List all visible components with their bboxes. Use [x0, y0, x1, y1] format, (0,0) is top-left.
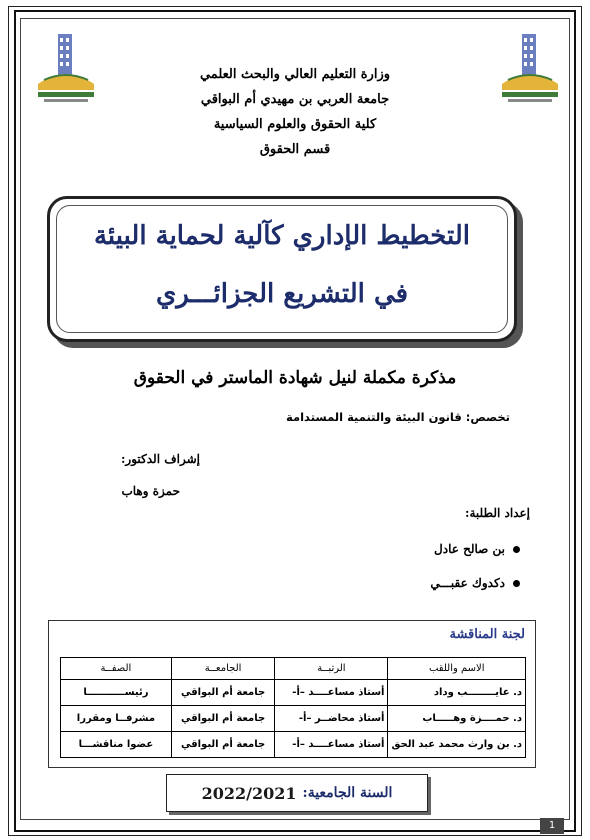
header-university: الجامعــة: [171, 658, 275, 680]
member-university: جامعة أم البواقي: [171, 680, 275, 706]
specialization: تخصص: قانون البيئة والتنمية المستدامة: [286, 410, 510, 424]
student-item: [340, 576, 520, 590]
member-university: جامعة أم البواقي: [171, 706, 275, 732]
thesis-title-line-2: في التشريع الجزائـــري: [155, 279, 409, 309]
bullet-icon: [513, 546, 520, 553]
committee-table: [60, 657, 526, 758]
member-rank: أستاذ مساعــــد –أ-: [275, 680, 388, 706]
academic-year-box: [166, 774, 428, 812]
committee-title: لجنة المناقشة: [449, 627, 525, 642]
header-name: الاسم واللقب: [388, 658, 526, 680]
thesis-title-line-1: التخطيط الإداري كآلية لحماية البيئة: [93, 221, 471, 251]
academic-year-value: 2022/2021: [201, 783, 297, 803]
table-header-row: [61, 658, 526, 680]
thesis-title-box: [47, 196, 517, 342]
page-number: 1: [540, 818, 564, 834]
academic-year-label: السنة الجامعية:: [302, 785, 393, 801]
supervisor-label: إشراف الدكتور:: [120, 452, 200, 466]
ministry-name: وزارة التعليم العالي والبحث العلمي: [199, 67, 391, 82]
institution-header: [150, 62, 440, 162]
department-name: قسم الحقوق: [259, 142, 331, 157]
university-name: جامعة العربي بن مهيدي أم البواقي: [200, 92, 390, 107]
student-name: دكدوك عقبـــي: [430, 576, 505, 590]
student-item: [340, 542, 520, 556]
table-row: [61, 732, 526, 758]
member-role: رئيســـــــــــا: [61, 680, 172, 706]
member-name: د. حمــــزة وهـــــاب: [388, 706, 526, 732]
table-row: [61, 680, 526, 706]
university-logo-left: [30, 28, 102, 108]
member-role: مشرفــا ومقررا: [61, 706, 172, 732]
header-rank: الرتبــة: [275, 658, 388, 680]
committee-section: [48, 620, 536, 768]
member-name: د. عايــــــــب وداد: [388, 680, 526, 706]
student-name: بن صالح عادل: [434, 542, 505, 556]
member-rank: أستاذ مساعــــد –أ-: [275, 732, 388, 758]
member-name: د. بن وارث محمد عبد الحق: [388, 732, 526, 758]
member-rank: أستاذ محاضــر –أ-: [275, 706, 388, 732]
faculty-name: كلية الحقوق والعلوم السياسية: [213, 117, 377, 132]
member-university: جامعة أم البواقي: [171, 732, 275, 758]
supervisor-name: حمزة وهاب: [121, 484, 180, 498]
students-label: إعداد الطلبة:: [465, 506, 530, 520]
table-row: [61, 706, 526, 732]
member-role: عضوا مناقشـــا: [61, 732, 172, 758]
university-logo-right: [494, 28, 566, 108]
header-role: الصفــة: [61, 658, 172, 680]
bullet-icon: [513, 580, 520, 587]
thesis-degree-statement: مذكرة مكملة لنيل شهادة الماستر في الحقوق: [133, 368, 457, 388]
